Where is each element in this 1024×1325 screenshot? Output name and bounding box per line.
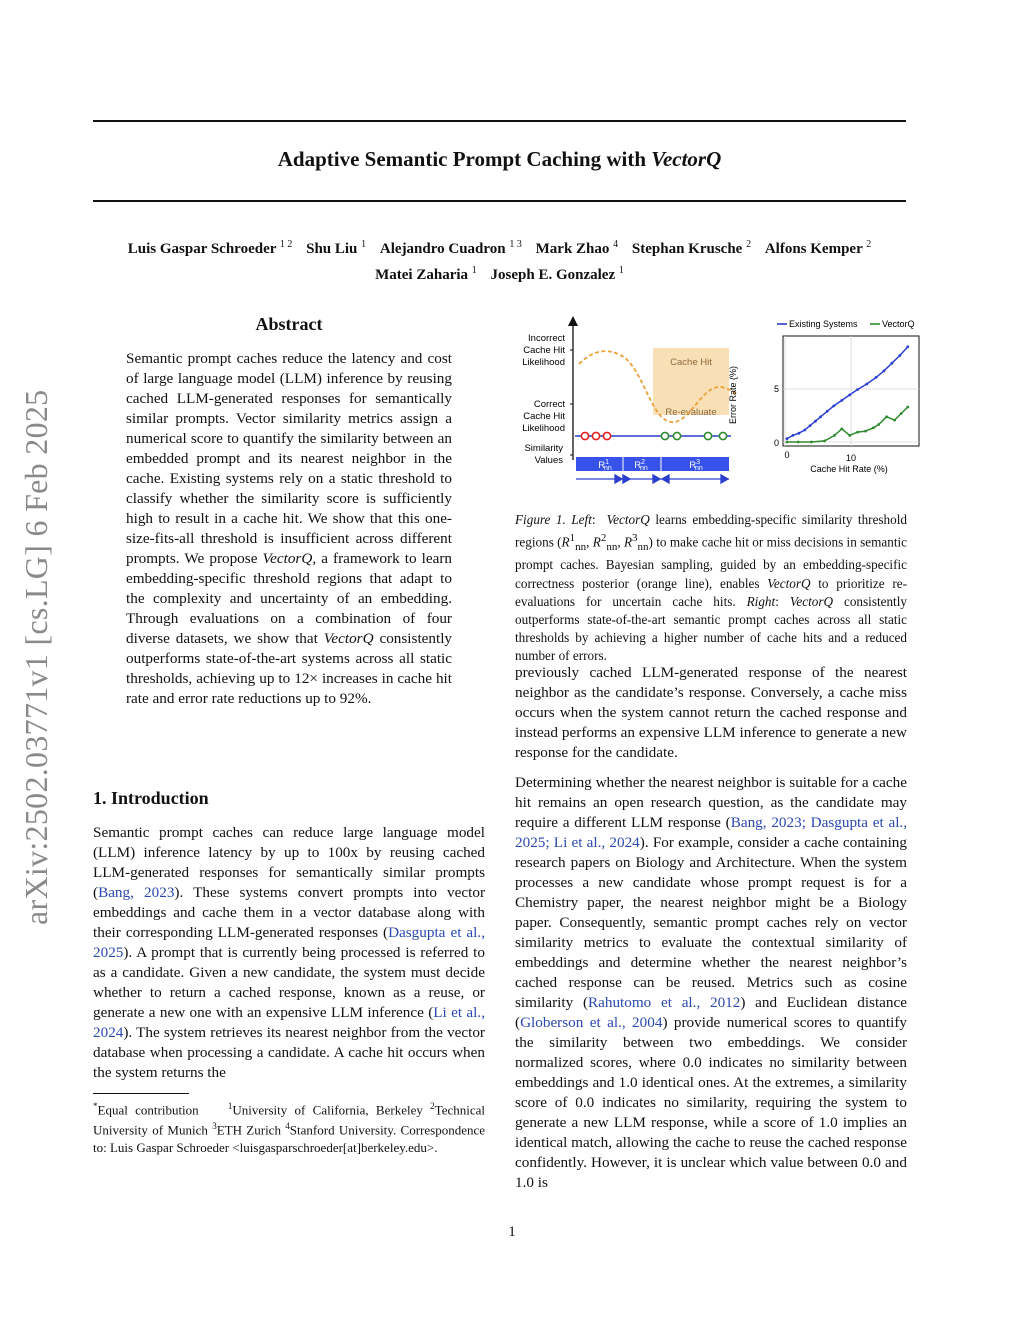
citation-link[interactable]: Globerson et al., 2004: [520, 1014, 663, 1031]
data-point: [814, 420, 817, 423]
data-point: [848, 434, 851, 437]
left-ylabel-line: Incorrect: [528, 333, 565, 344]
data-point: [786, 437, 789, 440]
left-y-axis-arrowhead: [568, 316, 578, 326]
red-similarity-points: [581, 432, 610, 439]
left-ylabel-line: Correct: [533, 399, 565, 410]
right-ytick: 5: [773, 384, 779, 394]
author: Alejandro Cuadron $^{1 3}$: [379, 239, 522, 257]
data-point: [798, 432, 801, 435]
citation-link[interactable]: Bang, 2023: [98, 884, 175, 901]
right-xtick: 10: [845, 453, 857, 463]
data-point: [840, 428, 843, 431]
data-point: [900, 412, 903, 415]
right-ylabel: Error Rate (%): [728, 365, 738, 425]
intro-paragraph-3: Determining whether the nearest neighbor is suitable for a cache hit remains an open research question, as the candidate may require a different LLM response (Bang, 2023; Dasgupta et al., 2025; Li et al., 2024). For example, consider a cache containing research papers on Biology and Architecture. When the system processes a new candidate whose prompt request is for a Chemistry paper, the nearest neighbor might be a Biology paper. Consequently, semantic prompt caches rely on vector similarity metrics to evaluate the contextual similarity of embeddings and determine whether the nearest neighbor’s cached response can be reused. Metrics such as cosine similarity (Rahutomo et al., 2012) and Euclidean distance (Globerson et al., 2004) provide numerical scores to quantify the similarity between two embeddings. We consider normalized scores, where 0.0 indicates no similarity between embeddings and 1.0 identical ones. At the extremes, a similarity score of 0.0 indicates no similarity, requiring the system to generate a new LLM response, while a score of 1.0 implies an identical match, allowing the cache to reuse the cached response confidently. However, it is unclear which value between 0.0 and 1.0 is: [515, 774, 908, 1191]
data-point: [883, 369, 886, 372]
legend-label-existing: Existing Systems: [789, 319, 858, 329]
region-boundary-arrows: [576, 475, 729, 483]
author: Joseph E. Gonzalez $^1$: [490, 265, 624, 283]
footnote: *Equal contribution $^1$University of California, Berkeley $^2$Technical University of Munich $^3$ETH Zurich $^4$Stanford University. Correspondence to: Luis Gaspar Schroeder <luisgasparschroeder[at]berkeley.edu>.: [93, 1101, 486, 1155]
author: Alfons Kemper $^2$: [764, 239, 872, 257]
data-point: [877, 423, 880, 426]
page-number: 1: [508, 1224, 516, 1240]
data-point: [864, 430, 867, 433]
data-point: [809, 424, 812, 427]
data-point: [797, 441, 800, 444]
citation-link[interactable]: Dasgupta et al., 2025: [93, 924, 485, 961]
title-rule-bottom: [93, 200, 906, 202]
abstract-body: Semantic prompt caches reduce the latency and cost of large language model (LLM) inference by reusing cached LLM-generated responses for semantically similar prompts. Vector similarity metrics assign a numerical score to quantify the similarity between an embedded prompt and its nearest neighbor in the cache. Existing systems rely on a static threshold to classify whether the similarity score is sufficiently high to result in a cache hit. We show that this one-size-fits-all threshold is insufficient across different prompts. We propose VectorQ, a framework to learn embedding-specific threshold regions that adapt to the complexity and uncertainty of an embedding. Through evaluations on a combination of four diverse datasets, we show that VectorQ consistently outperforms state-of-the-art systems across all static thresholds, achieving up to 12× increases in cache hit rate and error rate reductions up to 92%.: [126, 350, 453, 707]
author: Matei Zaharia $^1$: [375, 265, 477, 283]
data-point: [823, 440, 826, 443]
data-point: [810, 441, 813, 444]
data-point: [891, 362, 894, 365]
right-xtick: 0: [784, 450, 790, 460]
footnote-rule: [93, 1093, 189, 1094]
data-point: [840, 399, 843, 402]
reevaluate-label: Re-evaluate: [665, 407, 717, 418]
data-point: [856, 431, 859, 434]
author: Shu Liu $^1$: [306, 239, 367, 257]
legend-label-vectorq: VectorQ: [882, 319, 915, 329]
data-point: [885, 415, 888, 418]
author-list: [93, 234, 906, 286]
data-point: [786, 441, 789, 444]
data-point: [833, 434, 836, 437]
region-label-3: $R^3$ nn: [689, 459, 703, 472]
data-point: [826, 410, 829, 413]
citation-link[interactable]: Rahutomo et al., 2012: [588, 994, 741, 1011]
data-point: [865, 383, 868, 386]
left-ylabel-line: Likelihood: [522, 423, 565, 434]
data-point: [848, 394, 851, 397]
arxiv-identifier: arXiv:2502.03771v1 [cs.LG] 6 Feb 2025: [18, 389, 54, 925]
section-heading-introduction: 1. Introduction: [93, 788, 209, 808]
figure-left-panel: [522, 316, 737, 483]
right-ytick: 0: [773, 438, 779, 448]
cache-hit-label: Cache Hit: [670, 357, 712, 368]
title-main: Adaptive Semantic Prompt Caching with: [277, 147, 647, 171]
right-xlabel: Cache Hit Rate (%): [810, 464, 888, 474]
title-rule-top: [93, 120, 906, 122]
author: Luis Gaspar Schroeder $^{1 2}$: [127, 239, 293, 257]
left-ylabel-line: Cache Hit: [523, 411, 565, 422]
data-point: [803, 429, 806, 432]
left-ylabel-line: Values: [534, 455, 563, 466]
abstract-heading: Abstract: [255, 314, 323, 334]
author: Mark Zhao $^4$: [535, 239, 619, 257]
figure-1-caption: Figure 1. Left: VectorQ learns embedding-specific similarity threshold regions ($R^1_{nn}$, $R^2_{nn}$, $R^3_{nn}$) to make cache hit or miss decisions in semantic prompt caches. Bayesian sampling, guided by an embedding-specific correctness posterior (orange line), enables VectorQ to prioritize re-evaluations for uncertain cache hits. Right: VectorQ consistently outperforms state-of-the-art semantic prompt caches across all static thresholds by achieving a higher number of cache hits and a reduced number of errors.: [515, 512, 908, 664]
intro-paragraph-1: Semantic prompt caches can reduce large language model (LLM) inference latency by up to 100x by reusing cached LLM-generated responses for semantically similar prompts (Bang, 2023). These systems convert prompts into vector embeddings and cache them in a vector database along with their corresponding LLM-generated responses (Dasgupta et al., 2025). A prompt that is currently being processed is referred to as a candidate. Given a new candidate, the system must decide whether to return a cached response, known as a reuse, or generate a new one with an expensive LLM inference (Li et al., 2024). The system retrieves its nearest neighbor from the vector database when processing a candidate. A cache hit occurs when the system returns the: [93, 824, 485, 1081]
region-label-2: $R^2$ nn: [634, 459, 648, 472]
citation-link[interactable]: Bang, 2023; Dasgupta et al., 2025; Li et al., 2024: [515, 814, 908, 851]
paper-title: [93, 147, 906, 172]
intro-paragraph-2: previously cached LLM-generated response of the nearest neighbor as the candidate’s response. Conversely, a cache miss occurs when the system cannot return the cached response and instead performs an expensive LLM inference to generate a new response for the candidate.: [515, 664, 907, 761]
author: Stephan Krusche $^2$: [631, 239, 752, 257]
left-ylabel-line: Likelihood: [522, 357, 565, 368]
figure-1: [515, 314, 920, 504]
data-point: [792, 434, 795, 437]
data-point: [898, 354, 901, 357]
title-emphasis: VectorQ: [651, 147, 722, 171]
data-point: [893, 419, 896, 422]
data-point: [872, 426, 875, 429]
figure-right-panel: [728, 319, 919, 474]
data-point: [832, 405, 835, 408]
data-point: [906, 345, 909, 348]
data-point: [875, 376, 878, 379]
region-label-1: $R^1$ nn: [598, 459, 612, 472]
citation-link[interactable]: Li et al., 2024: [93, 1004, 485, 1041]
data-point: [819, 415, 822, 418]
data-point: [856, 388, 859, 391]
left-ylabel-line: Similarity: [524, 443, 563, 454]
data-point: [906, 406, 909, 409]
left-ylabel-line: Cache Hit: [523, 345, 565, 356]
